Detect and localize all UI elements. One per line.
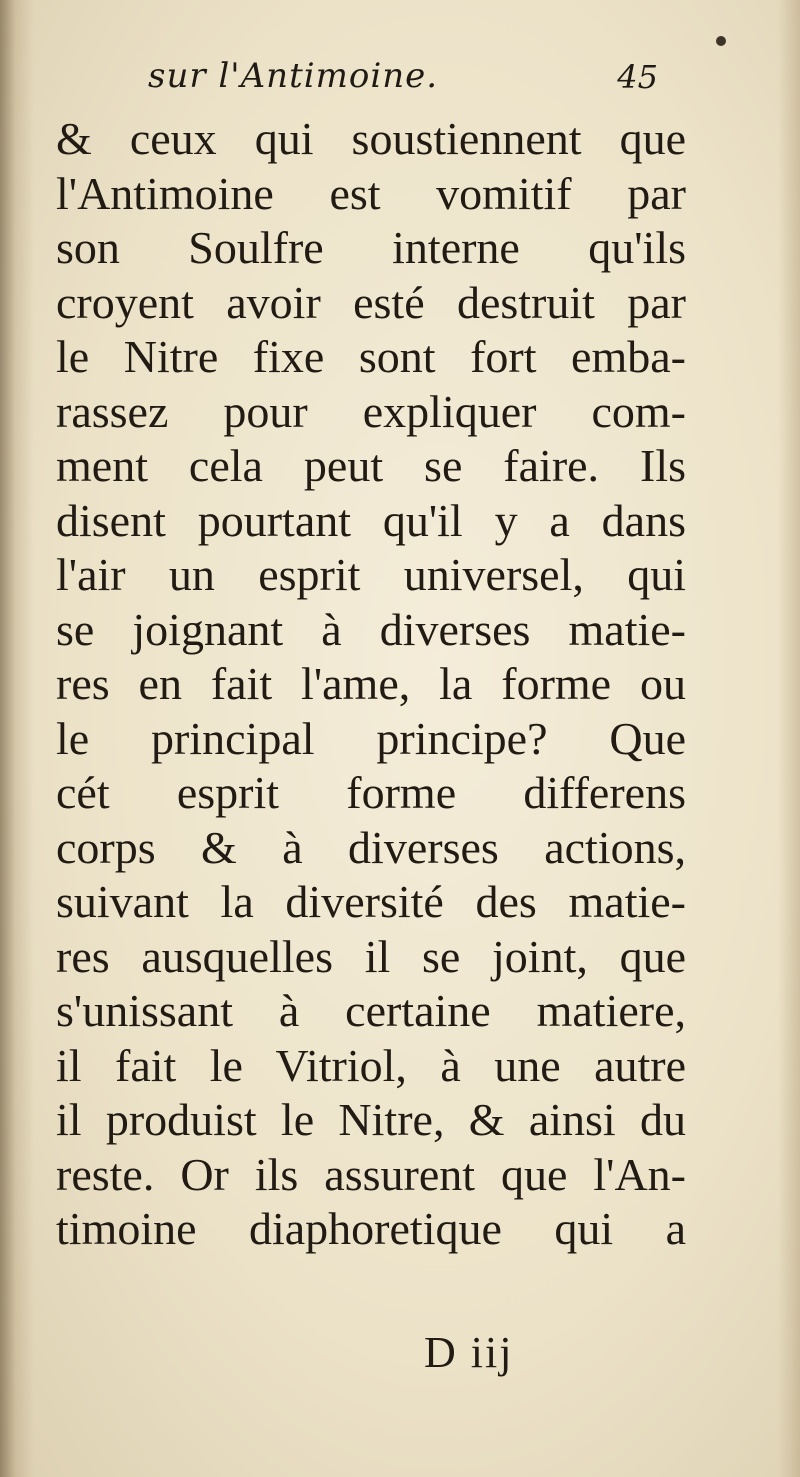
text-line: corps & à diverses actions, — [56, 821, 686, 873]
running-head: sur l'Antimoine. — [148, 56, 439, 96]
text-line: rassez pour expliquer com- — [56, 385, 686, 437]
page-edge-shadow — [778, 0, 800, 1477]
page-header — [148, 56, 658, 106]
text-line: son Soulfre interne qu'ils — [56, 222, 686, 273]
text-line: cét esprit forme differens — [56, 767, 686, 818]
text-line: l'air un esprit universel, qui — [56, 549, 686, 600]
text-line: l'Antimoine est vomitif par — [56, 167, 686, 219]
text-line: il produist le Nitre, & ainsi du — [56, 1094, 686, 1145]
text-line: croyent avoir esté destruit par — [56, 276, 686, 328]
text-line: res en fait l'ame, la forme ou — [56, 658, 686, 709]
body-text — [56, 112, 686, 1257]
text-line: & ceux qui soustiennent que — [56, 113, 686, 164]
text-line: se joignant à diverses matie- — [56, 603, 686, 655]
binding-shadow — [0, 0, 34, 1477]
text-line: reste. Or ils assurent que l'An- — [56, 1148, 686, 1200]
text-line: le principal principe? Que — [56, 712, 686, 764]
text-line: res ausquelles il se joint, que — [56, 930, 686, 982]
text-line: timoine diaphoretique qui a — [56, 1203, 686, 1254]
text-line: suivant la diversité des matie- — [56, 876, 686, 927]
signature-mark: D iij — [424, 1328, 514, 1377]
ink-speck — [716, 36, 726, 46]
text-line: disent pourtant qu'il y a dans — [56, 494, 686, 546]
text-line: il fait le Vitriol, à une autre — [56, 1039, 686, 1091]
text-line: le Nitre fixe sont fort emba- — [56, 331, 686, 382]
page-number: 45 — [617, 58, 658, 96]
text-line: ment cela peut se faire. Ils — [56, 440, 686, 491]
text-line: s'unissant à certaine matiere, — [56, 985, 686, 1036]
